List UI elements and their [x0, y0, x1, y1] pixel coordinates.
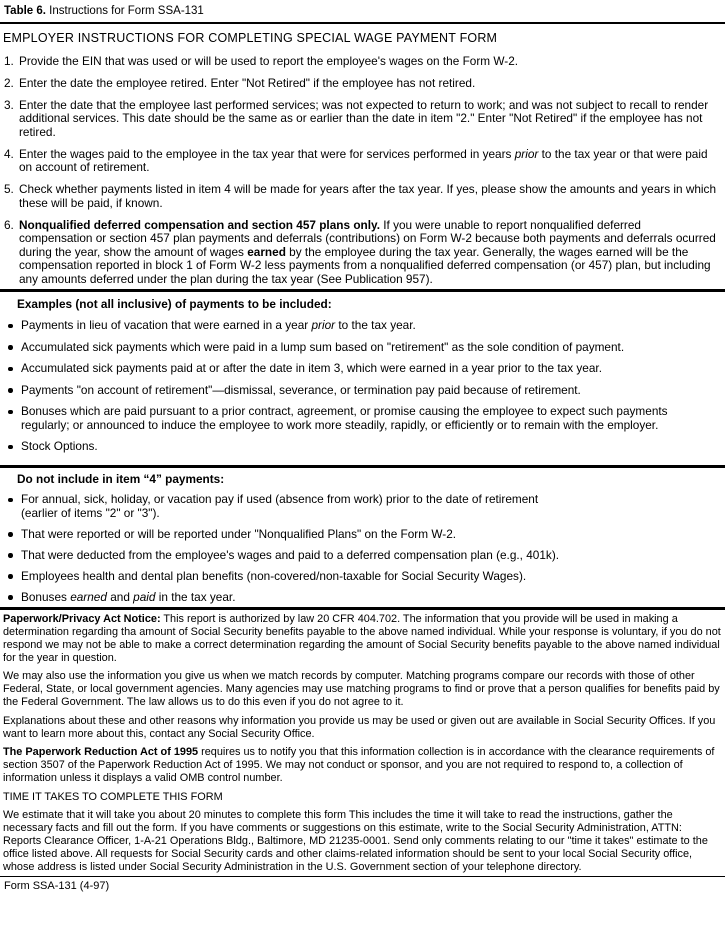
examples-list — [0, 319, 725, 454]
item-number: 2. — [4, 75, 14, 90]
bullet-text: Employees health and dental plan benefits (non-covered/non-taxable for Social Security Wages). — [21, 568, 527, 583]
footer-divider — [0, 876, 725, 877]
bullet-icon — [8, 498, 13, 503]
example-bullet — [4, 319, 716, 333]
item-number: 6. — [4, 217, 14, 232]
bullet-text: That were deducted from the employee's wages and paid to a deferred compensation plan (e.g., 401k). — [21, 547, 560, 562]
exclusion-bullet — [4, 549, 716, 563]
bullet-icon — [8, 532, 13, 537]
bullet-text: Stock Options. — [21, 439, 98, 453]
example-bullet — [4, 440, 716, 454]
document-title — [0, 5, 725, 18]
bullet-text: Payments in lieu of vacation that were earned in a year prior to the tax year. — [21, 318, 416, 332]
example-bullet — [4, 384, 716, 398]
example-bullet — [4, 362, 716, 376]
form-number: Form SSA-131 (4-97) — [4, 880, 110, 892]
item-number: 1. — [4, 53, 14, 68]
section-divider — [0, 289, 725, 292]
item-text: Enter the date the employee retired. Enter "Not Retired" if the employee has not retired. — [19, 75, 476, 90]
main-heading: EMPLOYER INSTRUCTIONS FOR COMPLETING SPECIAL WAGE PAYMENT FORM — [3, 31, 498, 45]
item-text: Check whether payments listed in item 4 will be made for years after the tax year. If yes, please show the amounts and years in which these will be paid, if known. — [19, 182, 717, 210]
exclusion-bullet — [4, 528, 716, 542]
item-text: Enter the date that the employee last performed services; was not expected to return to work; and was not subject to recall to render additional services. This date should be the same as or earlier than the date in item "2." Enter "Not Retired" if the employee has not retired. — [19, 97, 709, 139]
item-text: Provide the EIN that was used or will be used to report the employee's wages on the Form W-2. — [19, 53, 519, 68]
bullet-icon — [8, 345, 13, 350]
exclusions-heading: Do not include in item “4” payments: — [17, 471, 225, 486]
time-heading: TIME IT TAKES TO COMPLETE THIS FORM — [3, 790, 223, 803]
exclusions-section — [0, 472, 725, 605]
instruction-item-6 — [4, 219, 716, 287]
item-number: 4. — [4, 146, 14, 161]
bullet-text: Accumulated sick payments paid at or after the date in item 3, which were earned in a year prior to the tax year. — [21, 361, 602, 375]
item-number: 5. — [4, 182, 14, 196]
bullet-text: Payments "on account of retirement"—dismissal, severance, or termination pay paid because of retirement. — [21, 382, 581, 397]
title-text: Instructions for Form SSA-131 — [45, 5, 204, 17]
explanations-paragraph: Explanations about these and other reasons why information you provide us may be used or given out are available in Social Security Offices. If you want to learn more about this, contact any Social Security Office. — [3, 714, 716, 740]
bullet-text: Accumulated sick payments which were paid in a lump sum based on "retirement" as the sole condition of payment. — [21, 339, 625, 354]
instructions-list — [0, 55, 725, 287]
bullet-text: Bonuses earned and paid in the tax year. — [21, 589, 236, 604]
bullet-icon — [8, 388, 13, 393]
item-text: Nonqualified deferred compensation and section 457 plans only. If you were unable to report nonqualified deferred compensation or section 457 plan payments and deferrals (contributions) on Form W-2 because both payments and deferrals ocurred during the year, show the amount of wages earned by the employee during the tax year. Generally, the wages earned will be the compensation reported in block 1 of Form W-2 less payments from a nonqualified deferred compensation (or 457) plan, but including any amounts deferred under the plan during the tax year (See Publication 957). — [19, 217, 716, 286]
instruction-item-1 — [4, 55, 716, 69]
bullet-icon — [8, 367, 13, 372]
item-number: 3. — [4, 97, 14, 112]
exclusion-bullet — [4, 570, 716, 584]
example-bullet — [4, 341, 716, 355]
example-bullet — [4, 405, 716, 432]
instruction-item-5 — [4, 183, 716, 210]
paperwork-reduction-act-paragraph: The Paperwork Reduction Act of 1995 requires us to notify you that this information collection is in accordance with the clearance requirements of section 3507 of the Paperwork Reduction Act of 1995. We may not conduct or sponsor, and you are not required to respond to, a collection of information unless it displays a valid OMB control number. — [3, 746, 715, 784]
item-text: Enter the wages paid to the employee in the tax year that were for services performed in years prior to the tax year or that were paid on account of retirement. — [19, 146, 708, 174]
title-divider — [0, 22, 725, 24]
bullet-icon — [8, 553, 13, 558]
instruction-item-3 — [4, 99, 716, 140]
instruction-item-2 — [4, 77, 716, 91]
instruction-item-4 — [4, 148, 716, 175]
bullet-icon — [8, 574, 13, 579]
notices-section — [0, 613, 725, 875]
section-divider — [0, 607, 725, 610]
section-divider — [0, 465, 725, 468]
bullet-icon — [8, 324, 13, 329]
bullet-text: That were reported or will be reported under "Nonqualified Plans" on the Form W-2. — [21, 526, 457, 541]
bullet-icon — [8, 445, 13, 450]
bullet-text: For annual, sick, holiday, or vacation pay if used (absence from work) prior to the date of retirement (earlier of items "2" or "3"). — [21, 492, 539, 520]
bullet-text: Bonuses which are paid pursuant to a prior contract, agreement, or promise causing the employee to expect such payments regularly; or announced to induce the employee to work more steadily, rapidly, or efficiently or to remain with the employer. — [21, 404, 668, 432]
bullet-icon — [8, 595, 13, 600]
records-matching-paragraph: We may also use the information you give us when we match records by computer. Matching programs compare our records with those of other Federal, State, or local government agencies. Many agencies may use matching programs to find or prove that a person qualifies for benefits paid by the Federal Government. The law allows us to do this even if you do not agree to it. — [3, 670, 720, 708]
examples-heading: Examples (not all inclusive) of payments to be included: — [17, 297, 332, 311]
exclusion-bullet — [4, 591, 716, 605]
paperwork-privacy-notice: Paperwork/Privacy Act Notice: This report is authorized by law 20 CFR 404.702. The information that you provide will be used in making a determination regarding tha amount of Social Security benefits payable to the above named individual. While your response is voluntary, if you do not respond we may not be able to make a correct determination regarding the amount of Social Security benefits payable to the above named individual for the year in question. — [3, 612, 721, 664]
exclusion-bullet — [4, 493, 716, 520]
bullet-icon — [8, 410, 13, 415]
examples-section — [0, 297, 725, 454]
exclusions-list — [0, 493, 725, 604]
table-label: Table 6. — [4, 5, 46, 17]
time-estimate-paragraph: We estimate that it will take you about 20 minutes to complete this form This includes the time it will take to read the instructions, gather the necessary facts and fill out the form. If you have comments or suggestions on this estimate, write to the Social Security Administration, ATTN: Reports Clearance Officer, 1-A-21 Operations Bldg., Baltimore, MD 21235-0001. Send only comments relating to our "time it takes" estimate to the office listed above. All requests for Social Security cards and other claims-related information should be sent to your local Social Security office, whose address is listed under Social Security Administration in the U.S. Government section of your telephone directory. — [3, 809, 708, 873]
